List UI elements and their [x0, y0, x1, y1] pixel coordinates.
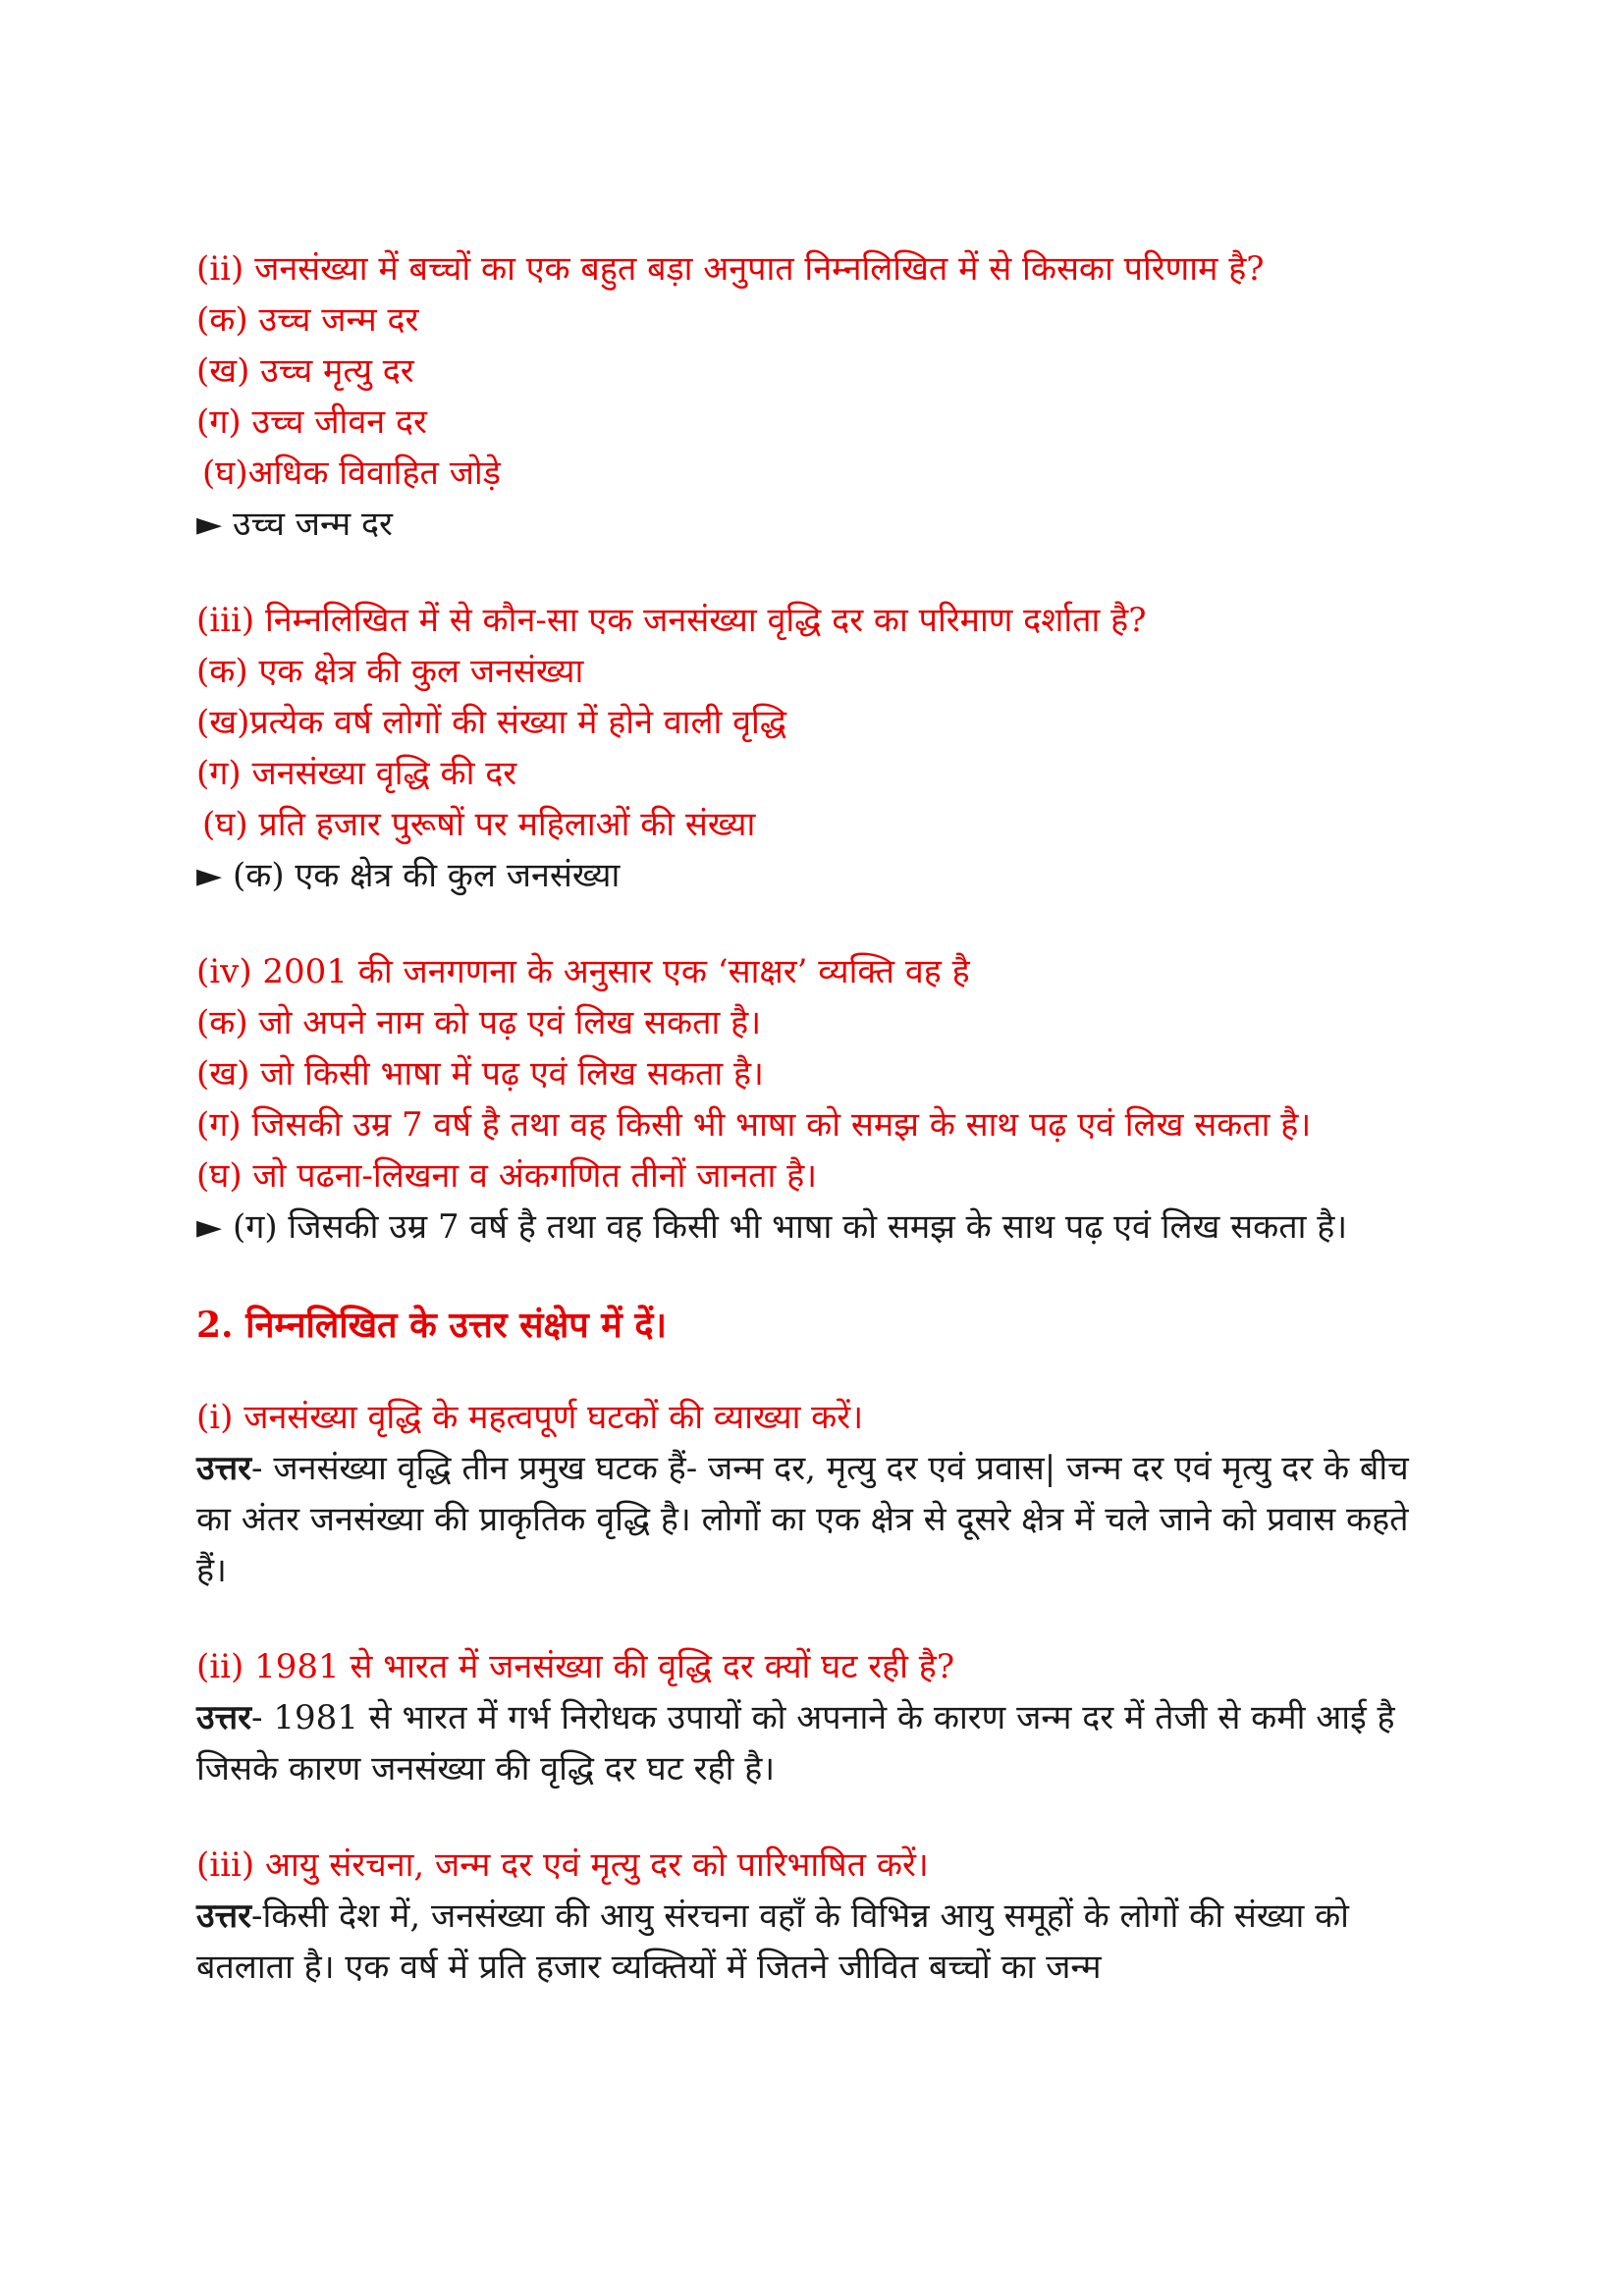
spacer [196, 550, 1443, 595]
answer-text: - जनसंख्या वृद्धि तीन प्रमुख घटक हैं- जन्म दर, मृत्यु दर एवं प्रवास| जन्म दर एवं मृत्यु दर के बीच का अंतर जनसंख्या की प्राकृतिक वृद्धि है। लोगों का एक क्षेत्र से दूसरे क्षेत्र में चले जाने को प्रवास कहते हैं। [196, 1449, 1409, 1590]
option-ka: (क) जो अपने नाम को पढ़ एवं लिख सकता है। [196, 1003, 762, 1042]
answer-label: उत्तर [196, 1698, 252, 1737]
question-iv-block [196, 946, 1443, 1253]
spacer [196, 1253, 1443, 1298]
option-ka: (क) एक क्षेत्र की कुल जनसंख्या [196, 652, 584, 691]
option-ga: (ग) उच्च जीवन दर [196, 402, 427, 442]
short-answer-ii [196, 1692, 1443, 1794]
question-iv: (iv) 2001 की जनगणना के अनुसार एक ‘साक्षर’ व्यक्ति वह है [196, 952, 970, 991]
answer-label: उत्तर [196, 1449, 252, 1488]
option-kha: (ख) उच्च मृत्यु दर [196, 351, 414, 391]
short-answer-iii [196, 1891, 1443, 1993]
option-ga: (ग) जनसंख्या वृद्धि की दर [196, 754, 517, 793]
answer-iv: ► (ग) जिसकी उम्र 7 वर्ष है तथा वह किसी भी भाषा को समझ के साथ पढ़ एवं लिख सकता है। [196, 1207, 1348, 1247]
option-ga: (ग) जिसकी उम्र 7 वर्ष है तथा वह किसी भी भाषा को समझ के साथ पढ़ एवं लिख सकता है। [196, 1105, 1312, 1145]
option-gha: (घ) प्रति हजार पुरूषों पर महिलाओं की संख्या [202, 805, 756, 844]
short-answer-i [196, 1443, 1443, 1596]
question-iii-block [196, 595, 1443, 901]
short-answer-ii-block [196, 1641, 1443, 1794]
option-kha: (ख)प्रत्येक वर्ष लोगों की संख्या में होने वाली वृद्धि [196, 703, 787, 742]
option-kha: (ख) जो किसी भाषा में पढ़ एवं लिख सकता है। [196, 1054, 764, 1094]
answer-iii: ► (क) एक क्षेत्र की कुल जनसंख्या [196, 856, 621, 895]
spacer [196, 901, 1443, 946]
spacer [196, 1794, 1443, 1840]
answer-text: -किसी देश में, जनसंख्या की आयु संरचना वहाँ के विभिन्न आयु समूहों के लोगों की संख्या को बतलाता है। एक वर्ष में प्रति हजार व्यक्तियों में जितने जीवित बच्चों का जन्म [196, 1896, 1349, 1987]
spacer [196, 1353, 1443, 1392]
question-ii: (ii) जनसंख्या में बच्चों का एक बहुत बड़ा अनुपात निम्नलिखित में से किसका परिणाम है? [196, 249, 1265, 289]
answer-ii: ► उच्च जन्म दर [196, 505, 393, 544]
short-question-iii: (iii) आयु संरचना, जन्म दर एवं मृत्यु दर को पारिभाषित करें। [196, 1845, 929, 1885]
spacer [196, 1596, 1443, 1641]
short-question-i: (i) जनसंख्या वृद्धि के महत्वपूर्ण घटकों की व्याख्या करें। [196, 1398, 864, 1437]
option-ka: (क) उच्च जन्म दर [196, 300, 419, 340]
question-ii-block [196, 243, 1443, 550]
answer-label: उत्तर [196, 1896, 252, 1936]
short-answer-iii-block [196, 1840, 1443, 1993]
short-question-ii: (ii) 1981 से भारत में जनसंख्या की वृद्धि दर क्यों घट रही है? [196, 1647, 955, 1686]
option-gha: (घ) जो पढना-लिखना व अंकगणित तीनों जानता है। [196, 1156, 818, 1196]
option-gha: (घ)अधिक विवाहित जोड़े [202, 454, 501, 493]
short-answer-i-block [196, 1392, 1443, 1596]
document-page [196, 243, 1443, 1993]
answer-text: - 1981 से भारत में गर्भ निरोधक उपायों को अपनाने के कारण जन्म दर में तेजी से कमी आई है जिसके कारण जनसंख्या की वृद्धि दर घट रही है। [196, 1698, 1395, 1789]
question-iii: (iii) निम्नलिखित में से कौन-सा एक जनसंख्या वृद्धि दर का परिमाण दर्शाता है? [196, 601, 1147, 640]
section-heading: 2. निम्नलिखित के उत्तर संक्षेप में दें। [196, 1305, 668, 1346]
